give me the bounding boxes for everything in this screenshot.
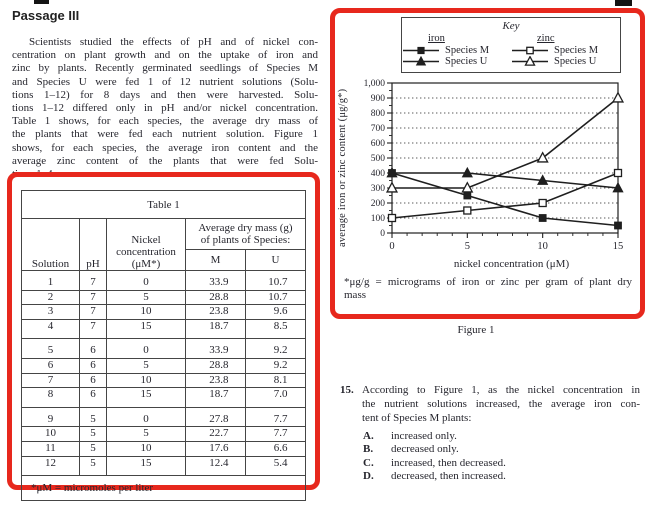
filled-triangle-legend-icon [402, 56, 440, 67]
cell-solution: 6 [22, 358, 80, 373]
table-row [22, 441, 306, 456]
cell-ph: 5 [80, 441, 107, 456]
cell-value: 9.6 [273, 305, 288, 318]
cell-value: 10.7 [268, 276, 288, 288]
cell-value: 23.8 [209, 373, 229, 386]
figure-key-box [401, 17, 621, 73]
table-row [22, 358, 306, 373]
cell-ph: 7 [80, 271, 107, 291]
table-row [22, 373, 306, 388]
cell-u [246, 319, 306, 339]
cell-value: 7.0 [273, 388, 288, 401]
cell-nickel: 15 [107, 388, 186, 408]
open-square-data-marker [539, 200, 546, 207]
cell-ph: 7 [80, 290, 107, 305]
cell-m [186, 407, 246, 427]
cell-nickel: 15 [107, 319, 186, 339]
cell-m [186, 339, 246, 359]
answer-option [363, 430, 640, 443]
option-text: increased, then decreased. [391, 456, 506, 469]
cell-m [186, 358, 246, 373]
table1-footnote: *μM = micromoles per liter [22, 476, 306, 501]
table-row [22, 290, 306, 305]
table1-header [22, 191, 306, 271]
key-entry [402, 45, 511, 56]
key-group-iron [402, 33, 511, 67]
table1-title: Table 1 [22, 191, 306, 219]
cell-value: 9.2 [273, 358, 288, 371]
figure-key-title: Key [502, 20, 520, 32]
cell-nickel: 5 [107, 427, 186, 442]
figure-1 [335, 17, 640, 318]
option-text: decreased, then increased. [391, 469, 506, 482]
cell-solution: 10 [22, 427, 80, 442]
table-row [22, 388, 306, 408]
x-tick-label: 15 [612, 241, 624, 252]
cell-solution: 1 [22, 271, 80, 291]
filled-square-legend-icon [402, 45, 440, 56]
legend-label: Species U [554, 56, 597, 67]
open-triangle-legend-icon [511, 56, 549, 67]
option-letter: C. [363, 456, 374, 469]
open-triangle-data-marker [538, 153, 548, 162]
cell-value: 7.7 [273, 412, 288, 425]
passage-text-line: zinc by plants. Recently germinated seedlings of Species M [12, 62, 318, 75]
cell-u [246, 441, 306, 456]
table-row [22, 305, 306, 320]
open-square-legend-icon [511, 45, 549, 56]
cell-solution: 11 [22, 441, 80, 456]
y-tick-label: 100 [370, 214, 385, 225]
option-letter: A. [363, 429, 374, 442]
figure-caption: Figure 1 [457, 324, 495, 336]
cell-ph: 6 [80, 373, 107, 388]
cell-solution: 2 [22, 290, 80, 305]
y-tick-label: 1,000 [363, 79, 385, 90]
table-row [22, 407, 306, 427]
key-group-title [428, 33, 511, 44]
cell-u [246, 388, 306, 408]
table-row [22, 456, 306, 476]
key-group-title-text: iron [428, 33, 445, 44]
passage-text-line: tions 1–4. [12, 168, 56, 181]
cell-ph: 7 [80, 319, 107, 339]
key-entry [511, 56, 620, 67]
passage-title: Passage III [12, 8, 80, 23]
x-axis-label: nickel concentration (μM) [453, 258, 570, 270]
cell-value: 5.4 [273, 456, 288, 469]
cell-value: 27.8 [209, 412, 229, 425]
figure-footnote-line: *μg/g = micrograms of iron or zinc per gram of plant dry [344, 276, 632, 288]
cell-m [186, 373, 246, 388]
question-text [362, 384, 640, 426]
y-tick-label: 700 [370, 124, 385, 135]
filled-square-data-marker [539, 215, 546, 222]
passage-text-line: the plants that were fed each nutrient solution. Figure 1 [12, 128, 318, 141]
question-number: 15. [340, 384, 354, 396]
cell-value: 28.8 [209, 290, 229, 303]
answer-option [363, 470, 640, 483]
passage-column [12, 8, 318, 181]
page-crop-artifact-top-right [615, 0, 632, 6]
series-line-zinc-species-m [392, 173, 618, 218]
cell-ph: 6 [80, 339, 107, 359]
cell-u [246, 290, 306, 305]
column-header-ph: pH [80, 219, 107, 271]
cell-nickel: 15 [107, 456, 186, 476]
key-columns [402, 33, 620, 67]
x-tick-label: 5 [464, 241, 470, 252]
cell-value: 7.7 [273, 427, 288, 440]
column-header-solution: Solution [22, 219, 80, 271]
cell-nickel: 0 [107, 339, 186, 359]
open-square-data-marker [615, 170, 622, 177]
cell-solution: 9 [22, 407, 80, 427]
filled-square-data-marker [389, 170, 396, 177]
answer-option [363, 443, 640, 456]
cell-value: 10.7 [268, 290, 288, 303]
column-header-average-dry-mass: Average dry mass (g) of plants of Species: [186, 219, 306, 250]
cell-solution: 12 [22, 456, 80, 476]
figure-footnote [335, 270, 640, 301]
y-tick-label: 300 [370, 184, 385, 195]
question-text-line: tent of Species M plants: [362, 411, 472, 424]
cell-value: 8.5 [273, 319, 288, 332]
cell-solution: 4 [22, 319, 80, 339]
option-letter: B. [363, 443, 374, 456]
x-tick-label: 10 [537, 241, 548, 252]
cell-value: 22.7 [209, 427, 229, 440]
cell-nickel: 10 [107, 373, 186, 388]
filled-square-data-marker [464, 192, 471, 199]
cell-value: 33.9 [209, 276, 229, 288]
answer-option [363, 457, 640, 470]
y-tick-label: 900 [370, 94, 385, 105]
cell-solution: 8 [22, 388, 80, 408]
passage-text-line: Scientists studied the effects of pH and of nickel con- [29, 36, 318, 48]
cell-nickel: 0 [107, 271, 186, 291]
cell-m [186, 319, 246, 339]
passage-paragraph [12, 36, 318, 181]
cell-u [246, 373, 306, 388]
cell-solution: 5 [22, 339, 80, 359]
cell-u [246, 456, 306, 476]
cell-m [186, 388, 246, 408]
table-group [22, 339, 306, 407]
y-tick-label: 0 [380, 229, 385, 240]
cell-value: 28.8 [209, 358, 229, 371]
cell-u [246, 407, 306, 427]
y-tick-label: 500 [370, 154, 385, 165]
key-entry [511, 45, 620, 56]
key-group-title [537, 33, 620, 44]
cell-m [186, 427, 246, 442]
page-crop-artifact-top-left [34, 0, 49, 4]
table-row [22, 271, 306, 291]
passage-text-line: Table 1 shows, for each species, the average dry mass of [12, 115, 318, 128]
cell-m [186, 290, 246, 305]
key-entry [402, 56, 511, 67]
cell-nickel: 10 [107, 441, 186, 456]
cell-nickel: 0 [107, 407, 186, 427]
question-text-line: According to Figure 1, as the nickel concentration in [362, 384, 640, 396]
cell-m [186, 305, 246, 320]
passage-text-line: average zinc content of the plants that were fed Solu- [12, 154, 318, 167]
cell-u [246, 358, 306, 373]
cell-value: 9.2 [273, 344, 288, 357]
cell-value: 12.4 [209, 456, 229, 469]
cell-nickel: 5 [107, 290, 186, 305]
cell-value: 6.6 [273, 441, 288, 454]
table-group [22, 271, 306, 339]
cell-u [246, 271, 306, 291]
passage-text-line: and Species U were fed 1 of 12 nutrient solutions (Solu- [12, 75, 318, 88]
option-text: increased only. [391, 429, 457, 442]
filled-square-data-marker [615, 222, 622, 229]
cell-value: 23.8 [209, 305, 229, 318]
table1-footnote-row [22, 476, 306, 501]
table-group [22, 407, 306, 475]
figure-annotation-box [330, 8, 645, 319]
column-header-nickel-concentration: Nickel concentration (μM*) [107, 219, 186, 271]
cell-m [186, 271, 246, 291]
x-tick-label: 0 [389, 241, 395, 252]
cell-solution: 7 [22, 373, 80, 388]
cell-u [246, 305, 306, 320]
cell-ph: 5 [80, 407, 107, 427]
cell-ph: 5 [80, 427, 107, 442]
option-letter: D. [363, 469, 374, 482]
column-header-species-m: M [186, 250, 246, 271]
passage-text-line: tions 1–12) for 8 days and then were harvested. Solu- [12, 88, 318, 101]
legend-label: Species M [445, 45, 490, 56]
cell-u [246, 427, 306, 442]
question-15 [340, 384, 640, 483]
cell-solution: 3 [22, 305, 80, 320]
question-text-line: the nutrient solutions increased, the average iron con- [362, 397, 640, 410]
passage-text-line: centration on plant growth and on the uptake of iron and [12, 49, 318, 62]
cell-ph: 6 [80, 388, 107, 408]
cell-m [186, 441, 246, 456]
cell-nickel: 5 [107, 358, 186, 373]
passage-text-line: tions 1–12 differed only in pH and/or nickel concentration. [12, 102, 318, 115]
y-tick-label: 600 [370, 139, 385, 150]
cell-value: 8.1 [273, 373, 288, 386]
open-square-data-marker [464, 207, 471, 214]
cell-m [186, 456, 246, 476]
table-row [22, 427, 306, 442]
open-square-data-marker [389, 215, 396, 222]
legend-label: Species U [445, 56, 488, 67]
key-group-title-text: zinc [537, 33, 555, 44]
cell-u [246, 339, 306, 359]
open-triangle-data-marker [613, 93, 623, 102]
option-text: decreased only. [391, 443, 459, 456]
cell-value: 17.6 [209, 441, 229, 454]
cell-ph: 7 [80, 305, 107, 320]
key-group-zinc [511, 33, 620, 67]
y-axis-label: average iron or zinc content (μg/g*) [337, 88, 348, 248]
figure-footnote-line: mass [344, 288, 366, 301]
table-row [22, 339, 306, 359]
cell-ph: 6 [80, 358, 107, 373]
cell-nickel: 10 [107, 305, 186, 320]
y-tick-label: 800 [370, 109, 385, 120]
table-row [22, 319, 306, 339]
table1-table [21, 190, 306, 501]
cell-value: 18.7 [209, 388, 229, 401]
passage-text-line: shows, for each species, the average iron content and the [12, 141, 318, 154]
column-header-species-u: U [246, 250, 306, 271]
y-tick-label: 400 [370, 169, 385, 180]
cell-value: 33.9 [209, 344, 229, 357]
cell-ph: 5 [80, 456, 107, 476]
legend-label: Species M [554, 45, 599, 56]
table-annotation-box [7, 172, 320, 495]
y-tick-label: 200 [370, 199, 385, 210]
question-options [363, 430, 640, 484]
figure-chart-svg [352, 75, 634, 261]
chart-row [335, 75, 640, 261]
cell-value: 18.7 [209, 319, 229, 332]
